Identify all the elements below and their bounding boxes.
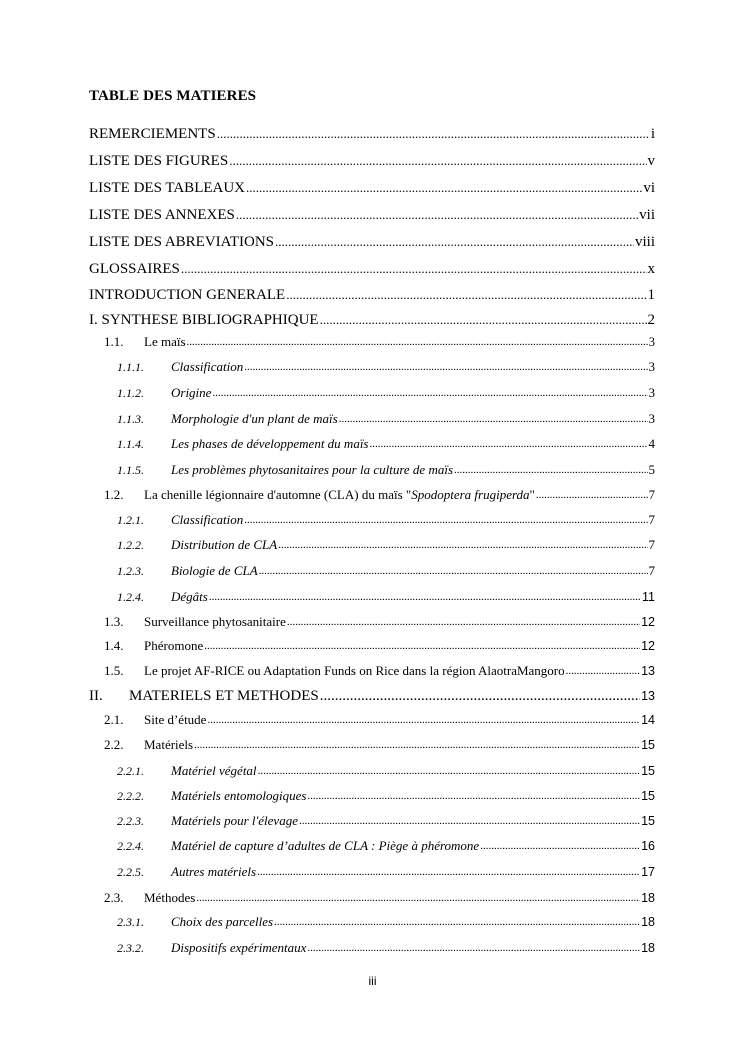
toc-entry-number: 2.3.1. xyxy=(117,915,144,929)
toc-dot-leader xyxy=(536,485,648,505)
toc-dot-leader xyxy=(566,661,640,681)
toc-dot-leader xyxy=(454,460,647,480)
toc-dot-leader xyxy=(194,735,640,755)
toc-entry-title xyxy=(171,535,277,555)
toc-entry-title-text: Matériels entomologiques xyxy=(171,788,307,803)
toc-entry-title xyxy=(89,284,285,306)
toc-entry[interactable] xyxy=(89,685,655,707)
toc-entry-number: 1.1.3. xyxy=(117,412,144,426)
toc-entry-number: 1.2. xyxy=(104,487,124,502)
toc-entry-number: 1.2.2. xyxy=(117,538,144,552)
toc-entry[interactable] xyxy=(104,710,655,730)
toc-entry-title xyxy=(89,123,216,145)
toc-entry-title-text: Méthodes xyxy=(144,890,196,905)
toc-entry-title-text: Biologie de CLA xyxy=(171,563,258,578)
toc-dot-leader xyxy=(307,938,640,958)
toc-entry[interactable] xyxy=(117,862,655,882)
toc-entry-title-text: I. SYNTHESE BIBLIOGRAPHIQUE xyxy=(89,312,319,328)
toc-page-number: v xyxy=(647,153,655,169)
toc-entry-title-text: Matériel de capture d’adultes de CLA : Piège à phéromone xyxy=(171,838,480,853)
toc-entry-title xyxy=(171,434,369,454)
toc-entry-title xyxy=(171,460,453,480)
toc-dot-leader xyxy=(246,177,642,199)
toc-entry-title-text: La chenille légionnaire d'automne (CLA) du maïs " xyxy=(144,487,412,502)
toc-entry-title-text: Matériel végétal xyxy=(171,763,257,778)
toc-entry-title-suffix: " xyxy=(529,487,535,502)
toc-entry-title-text: Phéromone xyxy=(144,638,204,653)
toc-page-number: 13 xyxy=(641,689,655,703)
toc-entry[interactable] xyxy=(104,612,655,632)
toc-page-number: 3 xyxy=(648,335,655,349)
toc-entry-title xyxy=(171,561,258,581)
toc-entry-title-text: Site d’étude xyxy=(144,712,207,727)
toc-page-number: 4 xyxy=(648,436,655,451)
toc-dot-leader xyxy=(257,862,640,882)
toc-entry[interactable] xyxy=(89,204,655,226)
toc-dot-leader xyxy=(370,434,648,454)
toc-dot-leader xyxy=(320,309,647,331)
toc-entry[interactable] xyxy=(104,888,655,908)
toc-entry[interactable] xyxy=(89,123,655,145)
toc-entry-title xyxy=(144,485,535,505)
toc-entry-title-text: Dispositifs expérimentaux xyxy=(171,940,307,955)
toc-entry-title-text: Surveillance phytosanitaire xyxy=(144,614,286,629)
toc-entry-title xyxy=(171,761,257,781)
toc-entry-species-name: Spodoptera frugiperda xyxy=(411,487,530,502)
toc-entry[interactable] xyxy=(117,938,655,958)
toc-entry-title-text: LISTE DES TABLEAUX xyxy=(89,180,246,196)
toc-entry-title xyxy=(171,383,211,403)
toc-entry-title-text: LISTE DES ABREVIATIONS xyxy=(89,234,275,250)
toc-page-number: 12 xyxy=(641,615,655,629)
toc-entry[interactable] xyxy=(89,177,655,199)
toc-entry-title xyxy=(171,811,298,831)
toc-page-number: 7 xyxy=(648,512,655,527)
toc-entry[interactable] xyxy=(89,150,655,172)
toc-entry[interactable] xyxy=(117,460,655,480)
toc-entry-title xyxy=(171,836,479,856)
toc-dot-leader xyxy=(236,204,638,226)
toc-entry-title xyxy=(144,636,203,656)
toc-dot-leader xyxy=(196,888,640,908)
toc-entry[interactable] xyxy=(117,761,655,781)
toc-entry-title-text: LISTE DES FIGURES xyxy=(89,153,229,169)
toc-entry[interactable] xyxy=(117,836,655,856)
toc-dot-leader xyxy=(204,636,640,656)
toc-entry-number: 2.2.4. xyxy=(117,839,144,853)
toc-entry[interactable] xyxy=(89,284,655,306)
toc-dot-leader xyxy=(187,332,648,352)
toc-entry-number: 1.2.1. xyxy=(117,513,144,527)
toc-page-number: 16 xyxy=(641,839,655,853)
toc-entry-title-text: Dégâts xyxy=(171,589,208,604)
toc-page-number: 15 xyxy=(641,789,655,803)
toc-entry[interactable] xyxy=(117,912,655,932)
toc-entry-title-text: Choix des parcelles xyxy=(171,914,274,929)
toc-entry-title xyxy=(171,912,273,932)
toc-entry-title-text: Autres matériels xyxy=(171,864,257,879)
toc-page-number: i xyxy=(650,126,655,142)
toc-entry-title-text: Le maïs xyxy=(144,334,186,349)
toc-entry[interactable] xyxy=(117,409,655,429)
toc-entry-title-text: Origine xyxy=(171,385,212,400)
toc-page-number: 13 xyxy=(641,664,655,678)
toc-entry-title xyxy=(144,888,195,908)
toc-page-number: 14 xyxy=(641,713,655,727)
toc-entry-title-text: REMERCIEMENTS xyxy=(89,126,216,142)
toc-page-number: 18 xyxy=(641,915,655,929)
toc-entry-title-text: Distribution de CLA xyxy=(171,537,278,552)
toc-dot-leader xyxy=(307,786,640,806)
toc-dot-leader xyxy=(207,710,640,730)
toc-entry[interactable] xyxy=(117,811,655,831)
toc-entry-title-text: Les problèmes phytosanitaires pour la culture de maïs xyxy=(171,462,454,477)
toc-dot-leader xyxy=(212,383,647,403)
toc-entry-title xyxy=(171,587,208,607)
toc-entry-title xyxy=(144,332,186,352)
toc-entry-title xyxy=(144,710,206,730)
toc-page-number: 1 xyxy=(647,287,655,303)
toc-page-number: 15 xyxy=(641,764,655,778)
toc-entry-number: 2.2.5. xyxy=(117,865,144,879)
toc-entry-number: 2.2.3. xyxy=(117,814,144,828)
toc-entry-title xyxy=(171,938,306,958)
toc-entry-title xyxy=(171,409,338,429)
toc-title: TABLE DES MATIERES xyxy=(89,88,257,104)
toc-entry-number: 1.1.2. xyxy=(117,386,144,400)
toc-entry-number: 2.1. xyxy=(104,712,124,727)
toc-entry-title-text: Le projet AF-RICE ou Adaptation Funds on Rice dans la région AlaotraMangoro xyxy=(144,663,565,678)
toc-entry[interactable] xyxy=(104,636,655,656)
toc-dot-leader xyxy=(480,836,640,856)
toc-entry-title-text: LISTE DES ANNEXES xyxy=(89,207,235,223)
toc-entry-number: 2.2. xyxy=(104,737,124,752)
toc-entry-number: 1.2.3. xyxy=(117,564,144,578)
toc-page-number: 15 xyxy=(641,738,655,752)
toc-entry[interactable] xyxy=(89,309,655,331)
toc-entry[interactable] xyxy=(104,332,655,352)
toc-entry-number: 1.1.4. xyxy=(117,437,144,451)
toc-entry-number: 1.1. xyxy=(104,334,124,349)
toc-entry-title-text: GLOSSAIRES xyxy=(89,261,180,277)
toc-entry-number: 2.3.2. xyxy=(117,941,144,955)
toc-dot-leader xyxy=(181,258,647,280)
toc-entry-title-text: Matériels xyxy=(144,737,194,752)
toc-entry-title-text: Les phases de développement du maïs xyxy=(171,436,369,451)
toc-entry-title xyxy=(171,510,243,530)
toc-dot-leader xyxy=(244,357,647,377)
toc-entry-title-text: Matériels pour l'élevage xyxy=(171,813,298,828)
toc-page-number: 18 xyxy=(641,941,655,955)
toc-entry-number: 1.1.5. xyxy=(117,463,144,477)
toc-entry-number: 1.1.1. xyxy=(117,360,144,374)
toc-entry-title xyxy=(89,231,274,253)
toc-page-number: 3 xyxy=(648,385,655,400)
toc-entry-number: 1.2.4. xyxy=(117,590,144,604)
toc-entry-title xyxy=(89,258,180,280)
toc-entry-title xyxy=(89,177,245,199)
toc-entry-title-text: INTRODUCTION GENERALE xyxy=(89,287,286,303)
toc-entry-number: 1.3. xyxy=(104,614,124,629)
toc-entry[interactable] xyxy=(117,357,655,377)
toc-page-number: vi xyxy=(643,180,655,196)
toc-entry-title-text: Classification xyxy=(171,359,244,374)
toc-dot-leader xyxy=(286,284,646,306)
toc-page-number: 2 xyxy=(647,312,655,328)
toc-entry[interactable] xyxy=(117,587,655,607)
toc-entry-title xyxy=(129,685,319,707)
toc-entry-number: II. xyxy=(89,688,103,704)
toc-page-number: viii xyxy=(634,234,655,250)
toc-dot-leader xyxy=(275,231,634,253)
toc-entry-title-text: MATERIELS ET METHODES xyxy=(129,688,319,704)
toc-entry-number: 2.2.2. xyxy=(117,789,144,803)
toc-entry[interactable] xyxy=(117,786,655,806)
toc-entry-title xyxy=(144,735,193,755)
page-number: iii xyxy=(368,974,377,988)
toc-entry-title-text: Classification xyxy=(171,512,244,527)
toc-page-number: 7 xyxy=(648,537,655,552)
toc-entry[interactable] xyxy=(117,383,655,403)
toc-dot-leader xyxy=(217,123,650,145)
toc-page-number: 18 xyxy=(641,891,655,905)
toc-entry-title xyxy=(171,786,306,806)
toc-entry[interactable] xyxy=(117,561,655,581)
toc-dot-leader xyxy=(287,612,640,632)
toc-entry-number: 1.5. xyxy=(104,663,124,678)
toc-page-number: 3 xyxy=(648,359,655,374)
toc-page-number: 5 xyxy=(648,462,655,477)
toc-dot-leader xyxy=(209,587,641,607)
toc-entry[interactable] xyxy=(104,735,655,755)
toc-entry-title xyxy=(89,309,319,331)
toc-entry-number: 2.3. xyxy=(104,890,124,905)
toc-entry[interactable] xyxy=(89,231,655,253)
toc-page-number: 12 xyxy=(641,639,655,653)
toc-entry-title xyxy=(89,150,228,172)
toc-dot-leader xyxy=(320,685,640,707)
toc-entry-title xyxy=(144,661,565,681)
toc-entry-number: 2.2.1. xyxy=(117,764,144,778)
toc-page-number: 7 xyxy=(648,488,655,502)
toc-entry[interactable] xyxy=(117,510,655,530)
toc-entry[interactable] xyxy=(117,434,655,454)
toc-dot-leader xyxy=(274,912,640,932)
toc-entry-title xyxy=(171,357,243,377)
toc-dot-leader xyxy=(258,761,641,781)
toc-dot-leader xyxy=(278,535,647,555)
toc-page-number: 11 xyxy=(642,590,655,604)
toc-dot-leader xyxy=(339,409,648,429)
toc-page-number: 15 xyxy=(641,814,655,828)
toc-entry-title xyxy=(89,204,235,226)
toc-entry-number: 1.4. xyxy=(104,638,124,653)
toc-entry[interactable] xyxy=(104,661,655,681)
toc-dot-leader xyxy=(299,811,640,831)
toc-page-number: x xyxy=(647,261,655,277)
toc-page-number: vii xyxy=(639,207,655,223)
toc-dot-leader xyxy=(259,561,648,581)
toc-entry[interactable] xyxy=(104,485,655,505)
toc-entry[interactable] xyxy=(89,258,655,280)
toc-page-number: 3 xyxy=(648,411,655,426)
toc-dot-leader xyxy=(229,150,646,172)
toc-entry-title-text: Morphologie d'un plant de maïs xyxy=(171,411,338,426)
toc-page-number: 17 xyxy=(641,865,655,879)
toc-entry-title xyxy=(144,612,286,632)
toc-dot-leader xyxy=(244,510,647,530)
toc-page-number: 7 xyxy=(648,563,655,578)
toc-entry[interactable] xyxy=(117,535,655,555)
toc-entry-title xyxy=(171,862,256,882)
